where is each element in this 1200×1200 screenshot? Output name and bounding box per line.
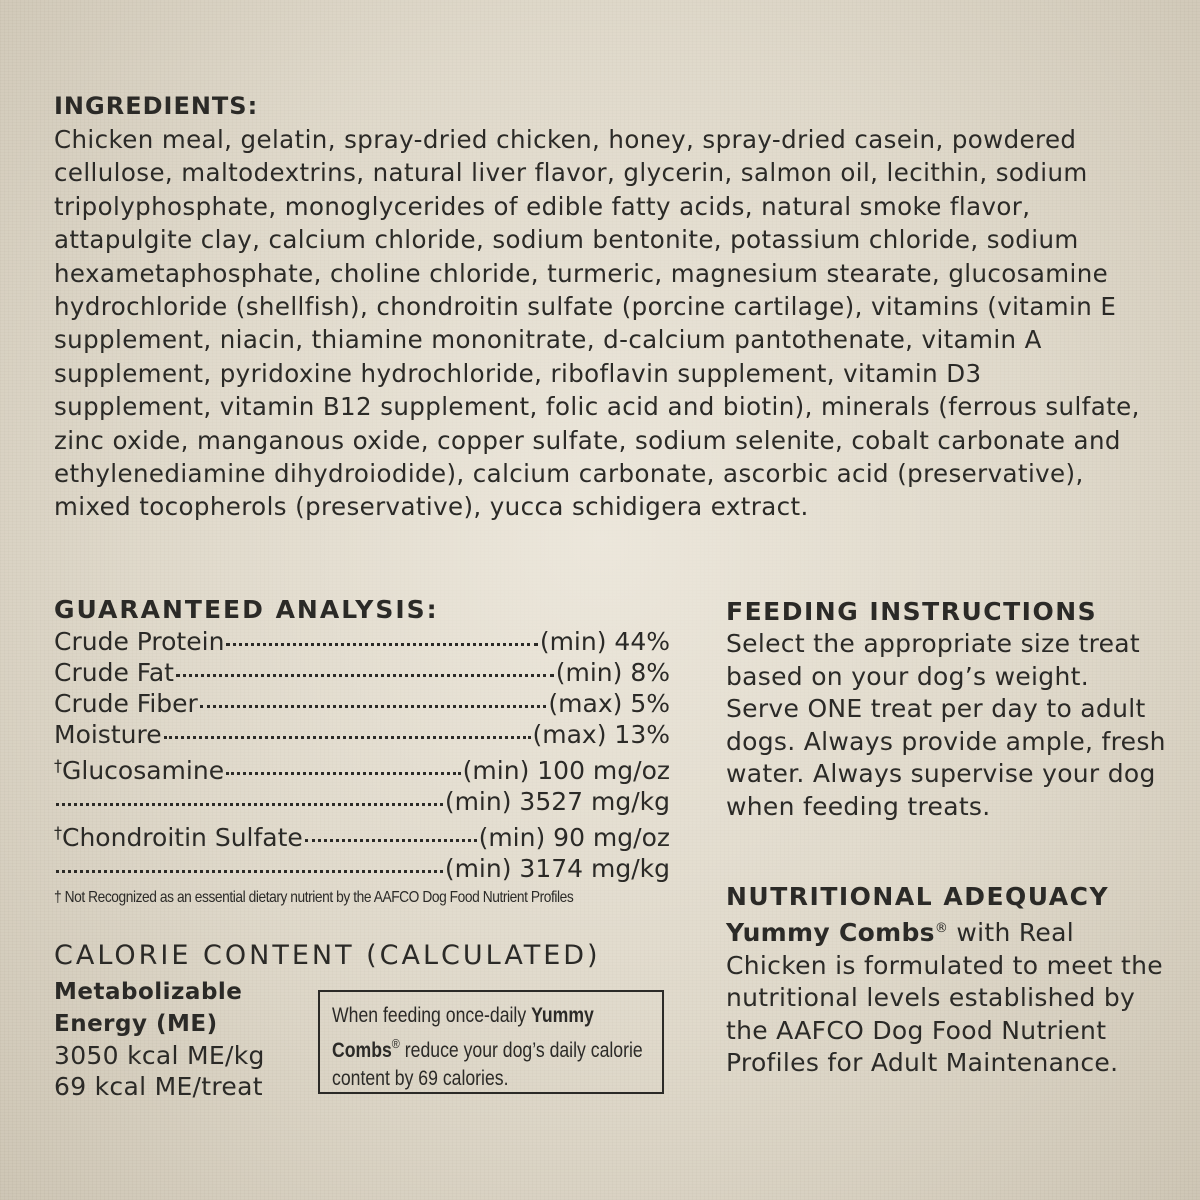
analysis-row-label bbox=[54, 657, 174, 688]
calorie-note-reg: ® bbox=[391, 1036, 400, 1051]
analysis-row bbox=[54, 817, 670, 853]
analysis-row-label-text: Crude Fat bbox=[54, 658, 174, 687]
analysis-row-value: (min) 8% bbox=[555, 658, 670, 687]
analysis-row-value: (min) 3174 mg/kg bbox=[444, 854, 670, 883]
analysis-row bbox=[54, 657, 670, 688]
analysis-row-label bbox=[54, 626, 224, 657]
adequacy-reg: ® bbox=[934, 921, 949, 936]
analysis-row-value: (min) 90 mg/oz bbox=[478, 823, 670, 852]
analysis-row-label bbox=[54, 719, 162, 750]
analysis-row-value: (min) 44% bbox=[539, 627, 670, 656]
leader-dots bbox=[164, 736, 531, 739]
leader-dots bbox=[176, 674, 554, 677]
analysis-row-label-text: Moisture bbox=[54, 720, 162, 749]
leader-dots bbox=[305, 839, 477, 842]
adequacy-brand: Yummy Combs bbox=[726, 918, 935, 947]
analysis-row-label-text: Crude Protein bbox=[54, 627, 225, 656]
calorie-content-title: CALORIE CONTENT (CALCULATED) bbox=[54, 940, 601, 971]
feeding-instructions-text: Select the appropriate size treat based on your dog’s weight. Serve ONE treat per day to adult dogs. Always provide ample, fresh water. Always supervise your dog when feeding treats. bbox=[726, 629, 1166, 821]
feeding-instructions-section bbox=[726, 596, 1166, 823]
analysis-row bbox=[54, 719, 670, 750]
nutritional-adequacy-section bbox=[726, 880, 1166, 1080]
analysis-table bbox=[54, 626, 674, 884]
ingredients-title: INGREDIENTS: bbox=[54, 92, 259, 120]
me-value-per-treat: 69 kcal ME/treat bbox=[54, 1072, 263, 1101]
me-label-line1: Metabolizable bbox=[54, 979, 243, 1005]
calorie-content-section bbox=[54, 938, 674, 1101]
leader-dots bbox=[56, 803, 443, 806]
leader-dots bbox=[226, 643, 537, 646]
calorie-note-box bbox=[318, 990, 664, 1094]
analysis-row bbox=[54, 688, 670, 719]
analysis-row bbox=[54, 786, 670, 817]
adequacy-body: with Real Chicken is formulated to meet the nutritional levels established by the AAFCO Dog Food Nutrient Profiles for Adult Maintenance. bbox=[726, 918, 1163, 1077]
dagger-mark: † bbox=[54, 756, 62, 775]
guaranteed-analysis-section bbox=[54, 594, 674, 908]
nutritional-adequacy-title: NUTRITIONAL ADEQUACY bbox=[726, 882, 1110, 911]
analysis-row-label-text: Glucosamine bbox=[62, 756, 225, 785]
metabolizable-energy bbox=[54, 976, 314, 1102]
analysis-row bbox=[54, 626, 670, 657]
analysis-row-label bbox=[54, 750, 224, 786]
analysis-row-value: (min) 3527 mg/kg bbox=[444, 787, 670, 816]
nutritional-adequacy-text bbox=[726, 913, 1166, 1080]
ingredients-text: Chicken meal, gelatin, spray-dried chicken, honey, spray-dried casein, powdered cellulose, maltodextrins, natural liver flavor, glycerin, salmon oil, lecithin, sodium tripolyphosphate, monoglycerides of edible fatty acids, natural smoke flavor, attapulgite clay, calcium chloride, sodium bentonite, potassium chloride, sodium hexametaphosphate, choline chloride, turmeric, magnesium stearate, glucosamine hydrochloride (shellfish), chondroitin sulfate (porcine cartilage), vitamins (vitamin E supplement, niacin, thiamine mononitrate, d-calcium pantothenate, vitamin A supplement, pyridoxine hydrochloride, riboflavin supplement, vitamin D3 supplement, vitamin B12 supplement, folic acid and biotin), minerals (ferrous sulfate, zinc oxide, manganous oxide, copper sulfate, sodium selenite, cobalt carbonate and ethylenediamine dihydroiodide), calcium carbonate, ascorbic acid (preservative), mixed tocopherols (preservative), yucca schidigera extract. bbox=[54, 125, 1140, 522]
leader-dots bbox=[200, 705, 547, 708]
analysis-row-value: (max) 13% bbox=[532, 720, 670, 749]
analysis-row-label-text: Crude Fiber bbox=[54, 689, 198, 718]
guaranteed-analysis-title: GUARANTEED ANALYSIS: bbox=[54, 595, 439, 624]
ingredients-section bbox=[54, 90, 1144, 524]
feeding-instructions-title: FEEDING INSTRUCTIONS bbox=[726, 597, 1098, 626]
analysis-row-value: (max) 5% bbox=[548, 689, 670, 718]
calorie-note-post: reduce your dog’s daily calorie content by 69 calories. bbox=[332, 1039, 643, 1090]
analysis-row-label bbox=[54, 688, 198, 719]
analysis-row bbox=[54, 750, 670, 786]
analysis-footnote: † Not Recognized as an essential dietary nutrient by the AAFCO Dog Food Nutrient Profiles bbox=[54, 889, 574, 906]
calorie-note-pre: When feeding once-daily bbox=[332, 1004, 532, 1027]
analysis-row-label-text: Chondroitin Sulfate bbox=[62, 823, 303, 852]
leader-dots bbox=[56, 870, 443, 873]
analysis-row bbox=[54, 853, 670, 884]
calorie-note-brand: Yummy Combs bbox=[332, 1004, 594, 1062]
analysis-row-value: (min) 100 mg/oz bbox=[462, 756, 670, 785]
me-value-per-kg: 3050 kcal ME/kg bbox=[54, 1041, 265, 1070]
leader-dots bbox=[226, 772, 461, 775]
me-label-line2: Energy (ME) bbox=[54, 1011, 218, 1037]
analysis-row-label bbox=[54, 817, 303, 853]
dagger-mark: † bbox=[54, 823, 62, 842]
